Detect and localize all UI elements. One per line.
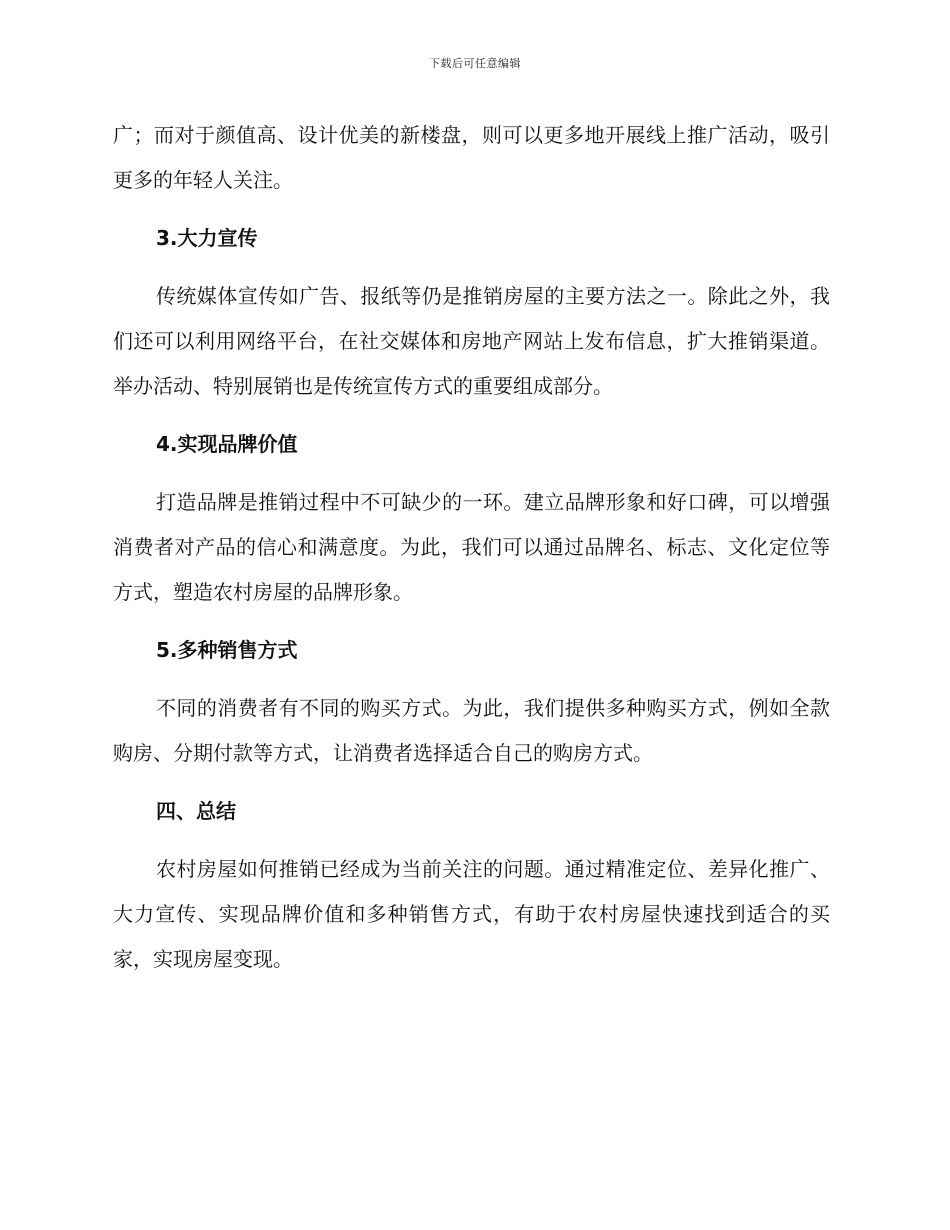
- section-heading-brand-value: 4.实现品牌价值: [156, 432, 298, 456]
- page-header-note: 下载后可任意编辑: [429, 57, 521, 70]
- section-heading-sales-methods: 5.多种销售方式: [156, 638, 298, 662]
- paragraph-continued: 广；而对于颜值高、设计优美的新楼盘，则可以更多地开展线上推广活动，吸引更多的年轻人关注。: [113, 123, 830, 192]
- section-heading-summary: 四、总结: [156, 799, 236, 823]
- paragraph-summary: 农村房屋如何推销已经成为当前关注的问题。通过精准定位、差异化推广、大力宣传、实现品牌价值和多种销售方式，有助于农村房屋快速找到适合的买家，实现房屋变现。: [113, 857, 830, 971]
- paragraph-brand-value: 打造品牌是推销过程中不可缺少的一环。建立品牌形象和好口碑，可以增强消费者对产品的信心和满意度。为此，我们可以通过品牌名、标志、文化定位等方式，塑造农村房屋的品牌形象。: [113, 490, 830, 604]
- document-body: [113, 113, 830, 982]
- paragraph-promotion: 传统媒体宣传如广告、报纸等仍是推销房屋的主要方法之一。除此之外，我们还可以利用网络平台，在社交媒体和房地产网站上发布信息，扩大推销渠道。举办活动、特别展销也是传统宣传方式的重要组成部分。: [113, 284, 830, 398]
- paragraph-sales-methods: 不同的消费者有不同的购买方式。为此，我们提供多种购买方式，例如全款购房、分期付款等方式，让消费者选择适合自己的购房方式。: [113, 696, 830, 765]
- section-heading-promotion: 3.大力宣传: [156, 226, 258, 250]
